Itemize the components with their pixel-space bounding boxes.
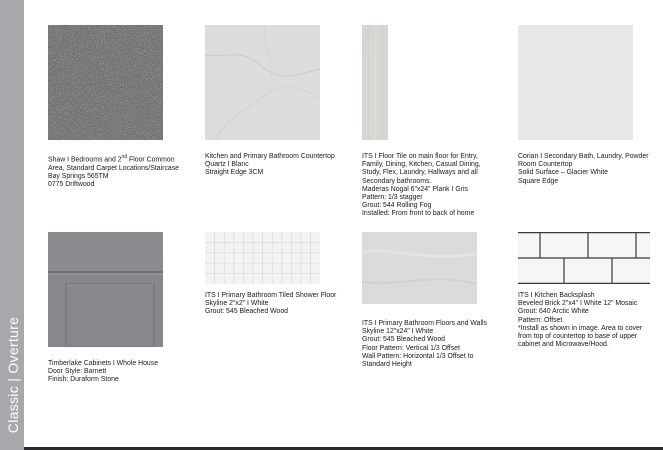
cabinet-door-icon [48,232,163,347]
floor-tile-swatch [362,25,388,140]
floor-tile-line: Family, Dining, Kitchen, Casual Dining, [362,161,481,169]
floor-tile-line: Study, Flex, Laundry, Hallways and all [362,169,478,177]
carpet-line: Area, Standard Carpet Locations/Staircase [48,164,179,172]
corian-line: Room Countertop [518,161,573,169]
shower-floor-line: ITS I Primary Bathroom Tiled Shower Floor [205,292,337,299]
floor-tile-line: Secondary bathrooms. [362,177,432,185]
bath-floor-line: Standard Height [362,361,412,369]
countertop-line: Straight Edge 3CM [205,169,264,177]
sidebar-title: Classic | Overture [5,316,21,434]
countertop-line: Kitchen and Primary Bathroom Countertop [205,153,335,160]
bath-floor-line: Wall Pattern: Horizontal 1/3 Offset to [362,352,474,360]
countertop-line: Quartz I Blanc [205,161,249,169]
cabinet-line: Door Style: Barnett [48,368,107,376]
backsplash-line: Grout: 640 Arctic White [518,308,589,316]
backsplash-line: cabinet and Microwave/Hood. [518,341,609,349]
bath-floor-line: Grout: 545 Bleached Wood [362,336,445,344]
countertop-caption [205,153,355,178]
plank-tile-icon [362,25,388,140]
floor-tile-line: ITS I Floor Tile on main floor for Entry, [362,153,478,160]
quartz-texture-icon [205,25,320,140]
floor-tile-line: Maderas Nogal 6"x24" Plank I Gris [362,185,469,193]
backsplash-line: *Install as shown in image. Area to cover [518,324,643,332]
backsplash-swatch [518,232,650,284]
carpet-swatch [48,25,163,140]
corian-caption [518,153,658,186]
floor-tile-line: Pattern: 1/3 stagger [362,194,423,202]
bath-floor-line: Skyline 12"x24" I White [362,328,434,336]
bath-floor-line: Floor Pattern: Vertical 1/3 Offset [362,344,460,352]
countertop-swatch [205,25,320,140]
brick-tile-icon [518,232,650,284]
carpet-caption [48,153,198,189]
cabinet-caption [48,360,198,385]
corian-line: Solid Surface – Glacier White [518,169,608,177]
backsplash-line: ITS I Kitchen Backsplash [518,292,595,299]
corian-swatch [518,25,633,140]
carpet-line: Bay Springs 565TM [48,172,109,180]
backsplash-line: Beveled Brick 2"x4" I White 12" Mosaic [518,300,638,308]
bath-floor-swatch [362,232,477,304]
backsplash-caption [518,292,658,349]
cabinet-swatch [48,232,163,347]
bath-floor-caption [362,320,512,369]
carpet-line: Shaw I Bedrooms and 2nd Floor Common [48,154,175,164]
cabinet-line: Finish: Duraform Stone [48,376,119,384]
bath-floor-line: ITS I Primary Bathroom Floors and Walls [362,320,487,327]
backsplash-line: Pattern: Offset [518,316,563,324]
carpet-line: 0775 Driftwood [48,180,95,188]
shower-floor-line: Grout: 545 Bleached Wood [205,308,288,316]
backsplash-line: from top of countertop to base of upper [518,333,638,341]
shower-floor-swatch [205,232,320,284]
shower-floor-line: Skyline 2"x2" I White [205,300,269,308]
floor-tile-line: Grout: 544 Rolling Fog [362,202,432,210]
bath-tile-icon [362,232,477,304]
sidebar [0,0,24,450]
corian-line: Corian I Secondary Bath, Laundry, Powder [518,153,649,160]
mosaic-tile-icon [205,232,320,284]
carpet-texture-icon [48,25,163,140]
shower-floor-caption [205,292,355,317]
floor-tile-line: Installed: From front to back of home [362,210,475,218]
corian-line: Square Edge [518,177,559,185]
cabinet-line: Timberlake Cabinets I Whole House [48,360,159,367]
floor-tile-caption [362,153,512,219]
